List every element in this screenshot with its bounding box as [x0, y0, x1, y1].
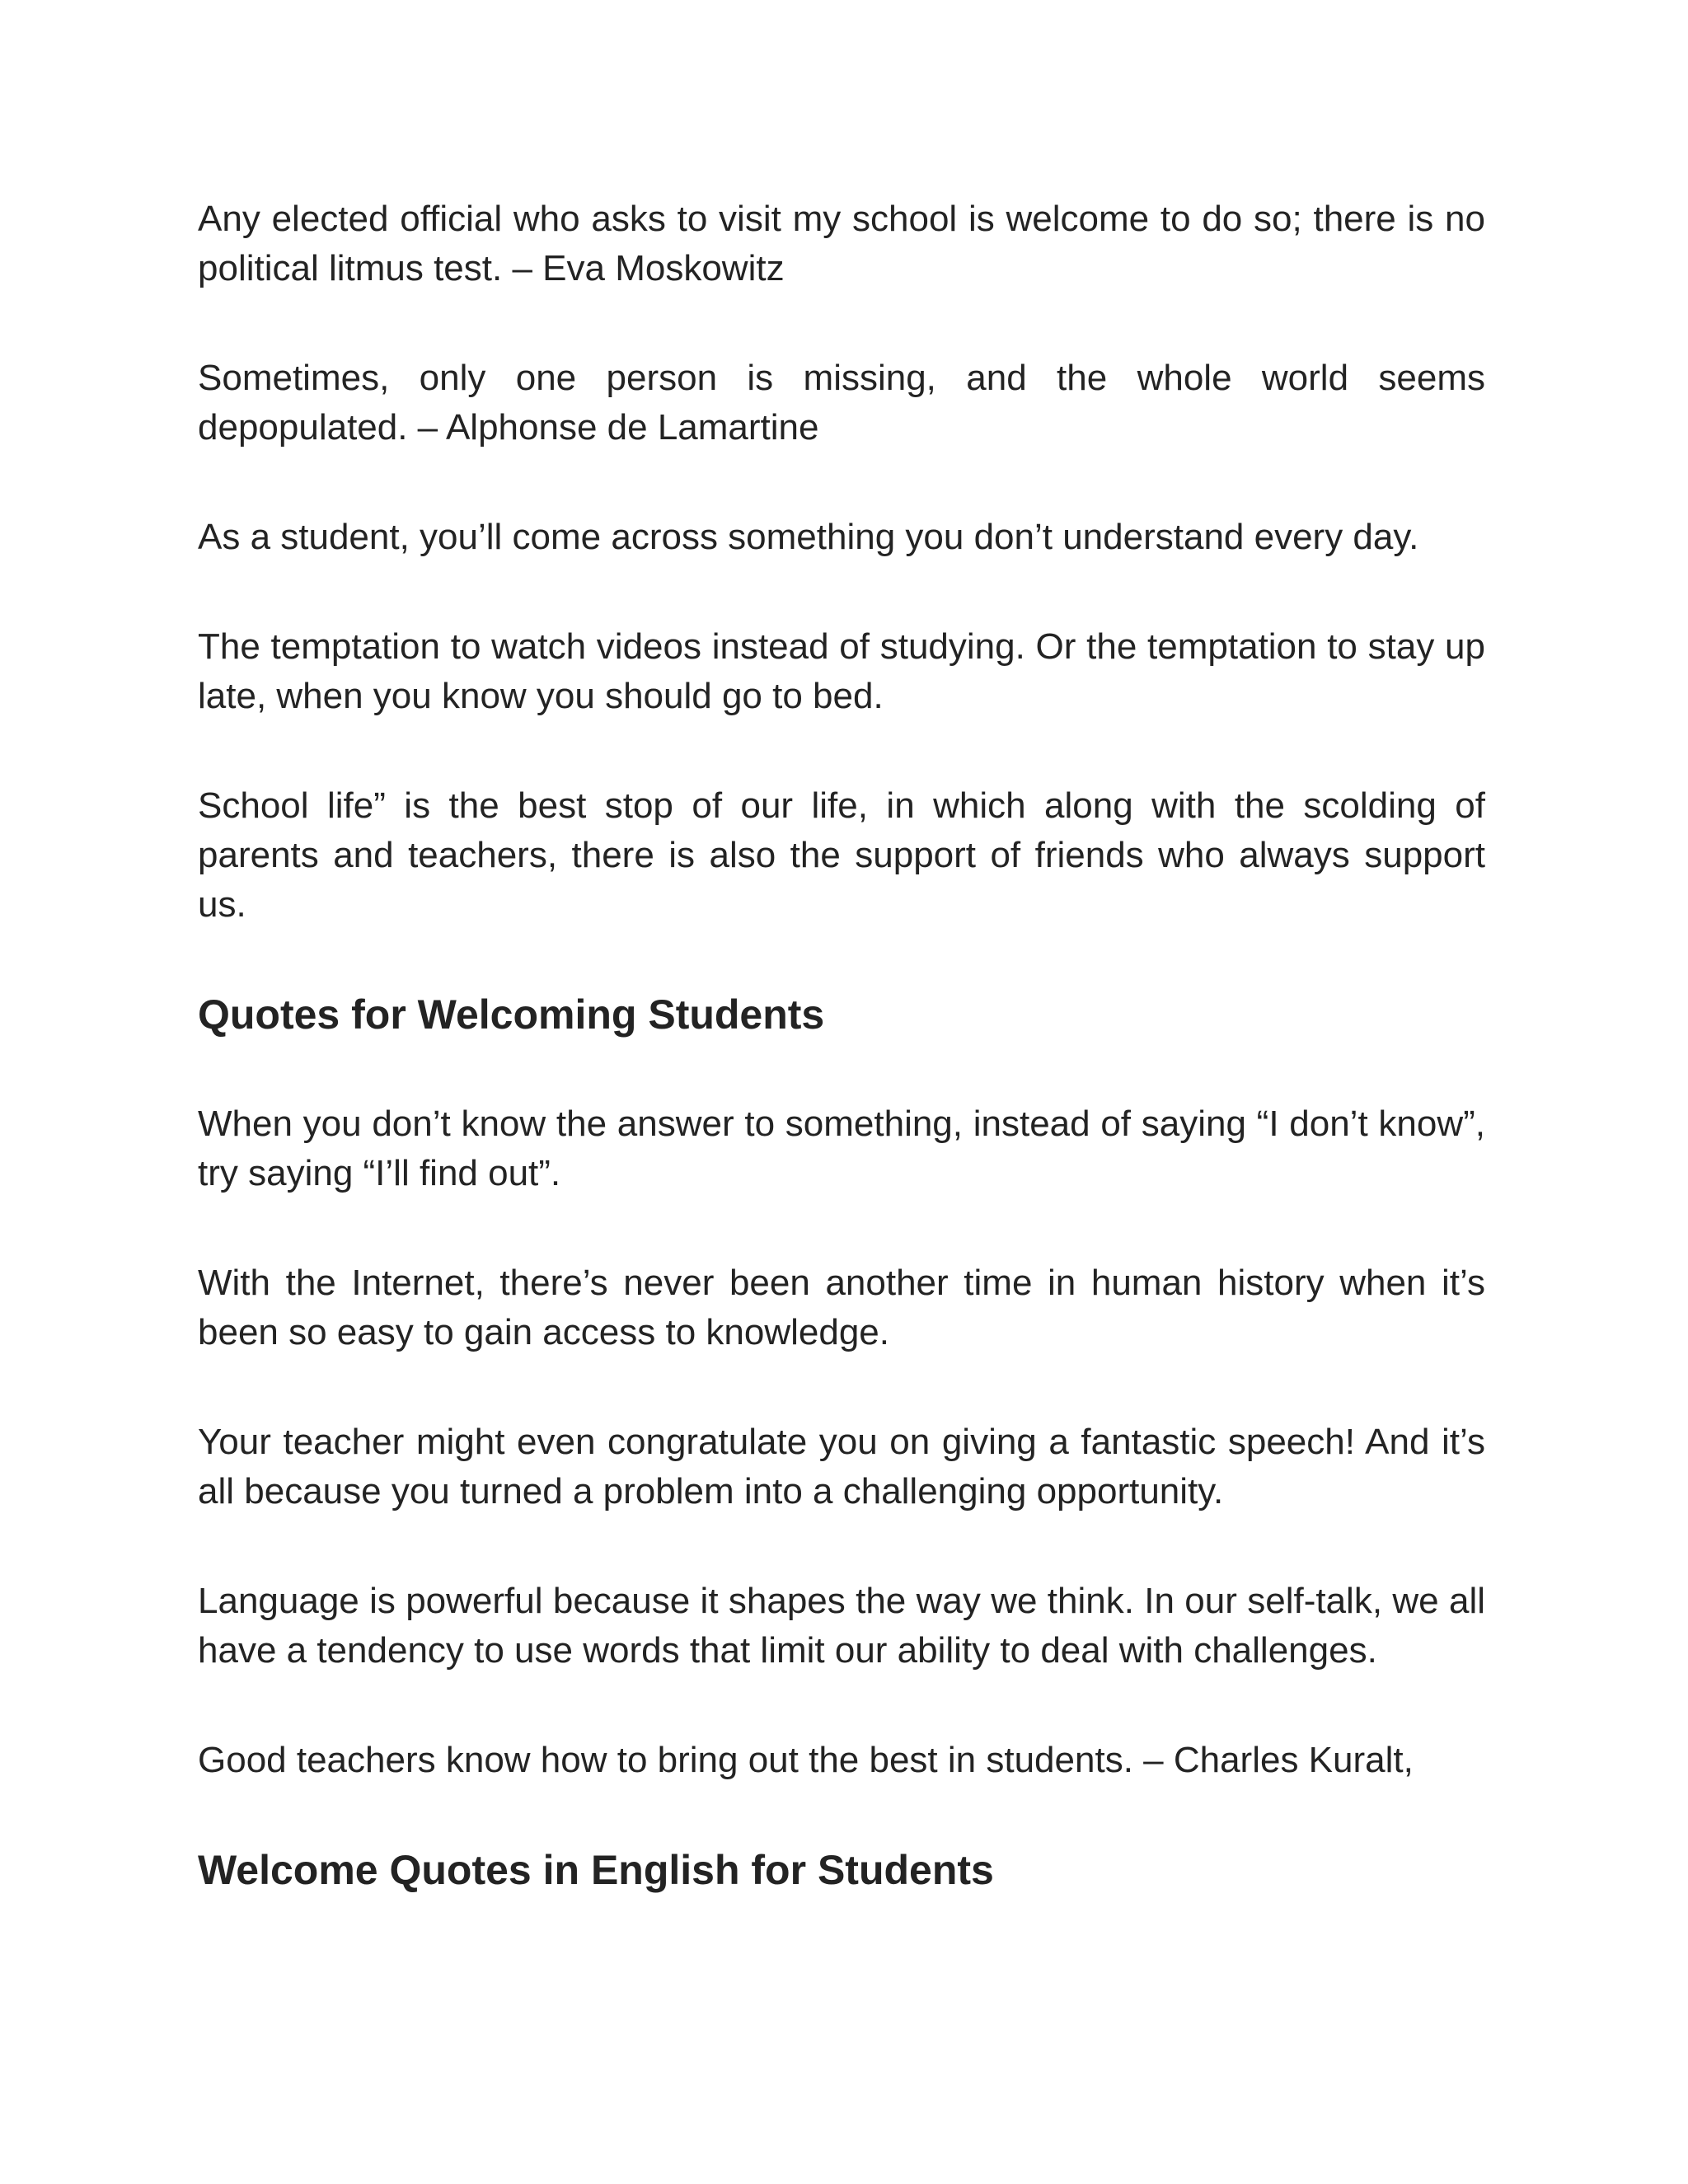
- quote-paragraph: When you don’t know the answer to something, instead of saying “I don’t know”, try saying “I’ll find out”.: [198, 1104, 1485, 1193]
- section-heading-welcome-quotes-english: Welcome Quotes in English for Students: [198, 1847, 994, 1893]
- quote-paragraph: With the Internet, there’s never been another time in human history when it’s been so easy to gain access to knowledge.: [198, 1263, 1485, 1352]
- quote-paragraph: Sometimes, only one person is missing, and the whole world seems depopulated. – Alphonse de Lamartine: [198, 358, 1485, 448]
- section-heading-welcoming-students: Quotes for Welcoming Students: [198, 991, 825, 1038]
- quote-paragraph: Any elected official who asks to visit my school is welcome to do so; there is no political litmus test. – Eva Moskowitz: [198, 199, 1485, 288]
- quote-paragraph: Your teacher might even congratulate you on giving a fantastic speech! And it’s all because you turned a problem into a challenging opportunity.: [198, 1422, 1485, 1511]
- quote-paragraph: The temptation to watch videos instead of studying. Or the temptation to stay up late, when you know you should go to bed.: [198, 626, 1485, 716]
- quote-paragraph: As a student, you’ll come across something you don’t understand every day.: [198, 517, 1419, 557]
- quote-paragraph: Language is powerful because it shapes the way we think. In our self-talk, we all have a tendency to use words that limit our ability to deal with challenges.: [198, 1581, 1485, 1671]
- quote-paragraph: Good teachers know how to bring out the best in students. – Charles Kuralt,: [198, 1740, 1414, 1780]
- document-page: [198, 194, 1485, 1955]
- quote-paragraph: School life” is the best stop of our life, in which along with the scolding of parents and teachers, there is also the support of friends who always support us.: [198, 785, 1485, 925]
